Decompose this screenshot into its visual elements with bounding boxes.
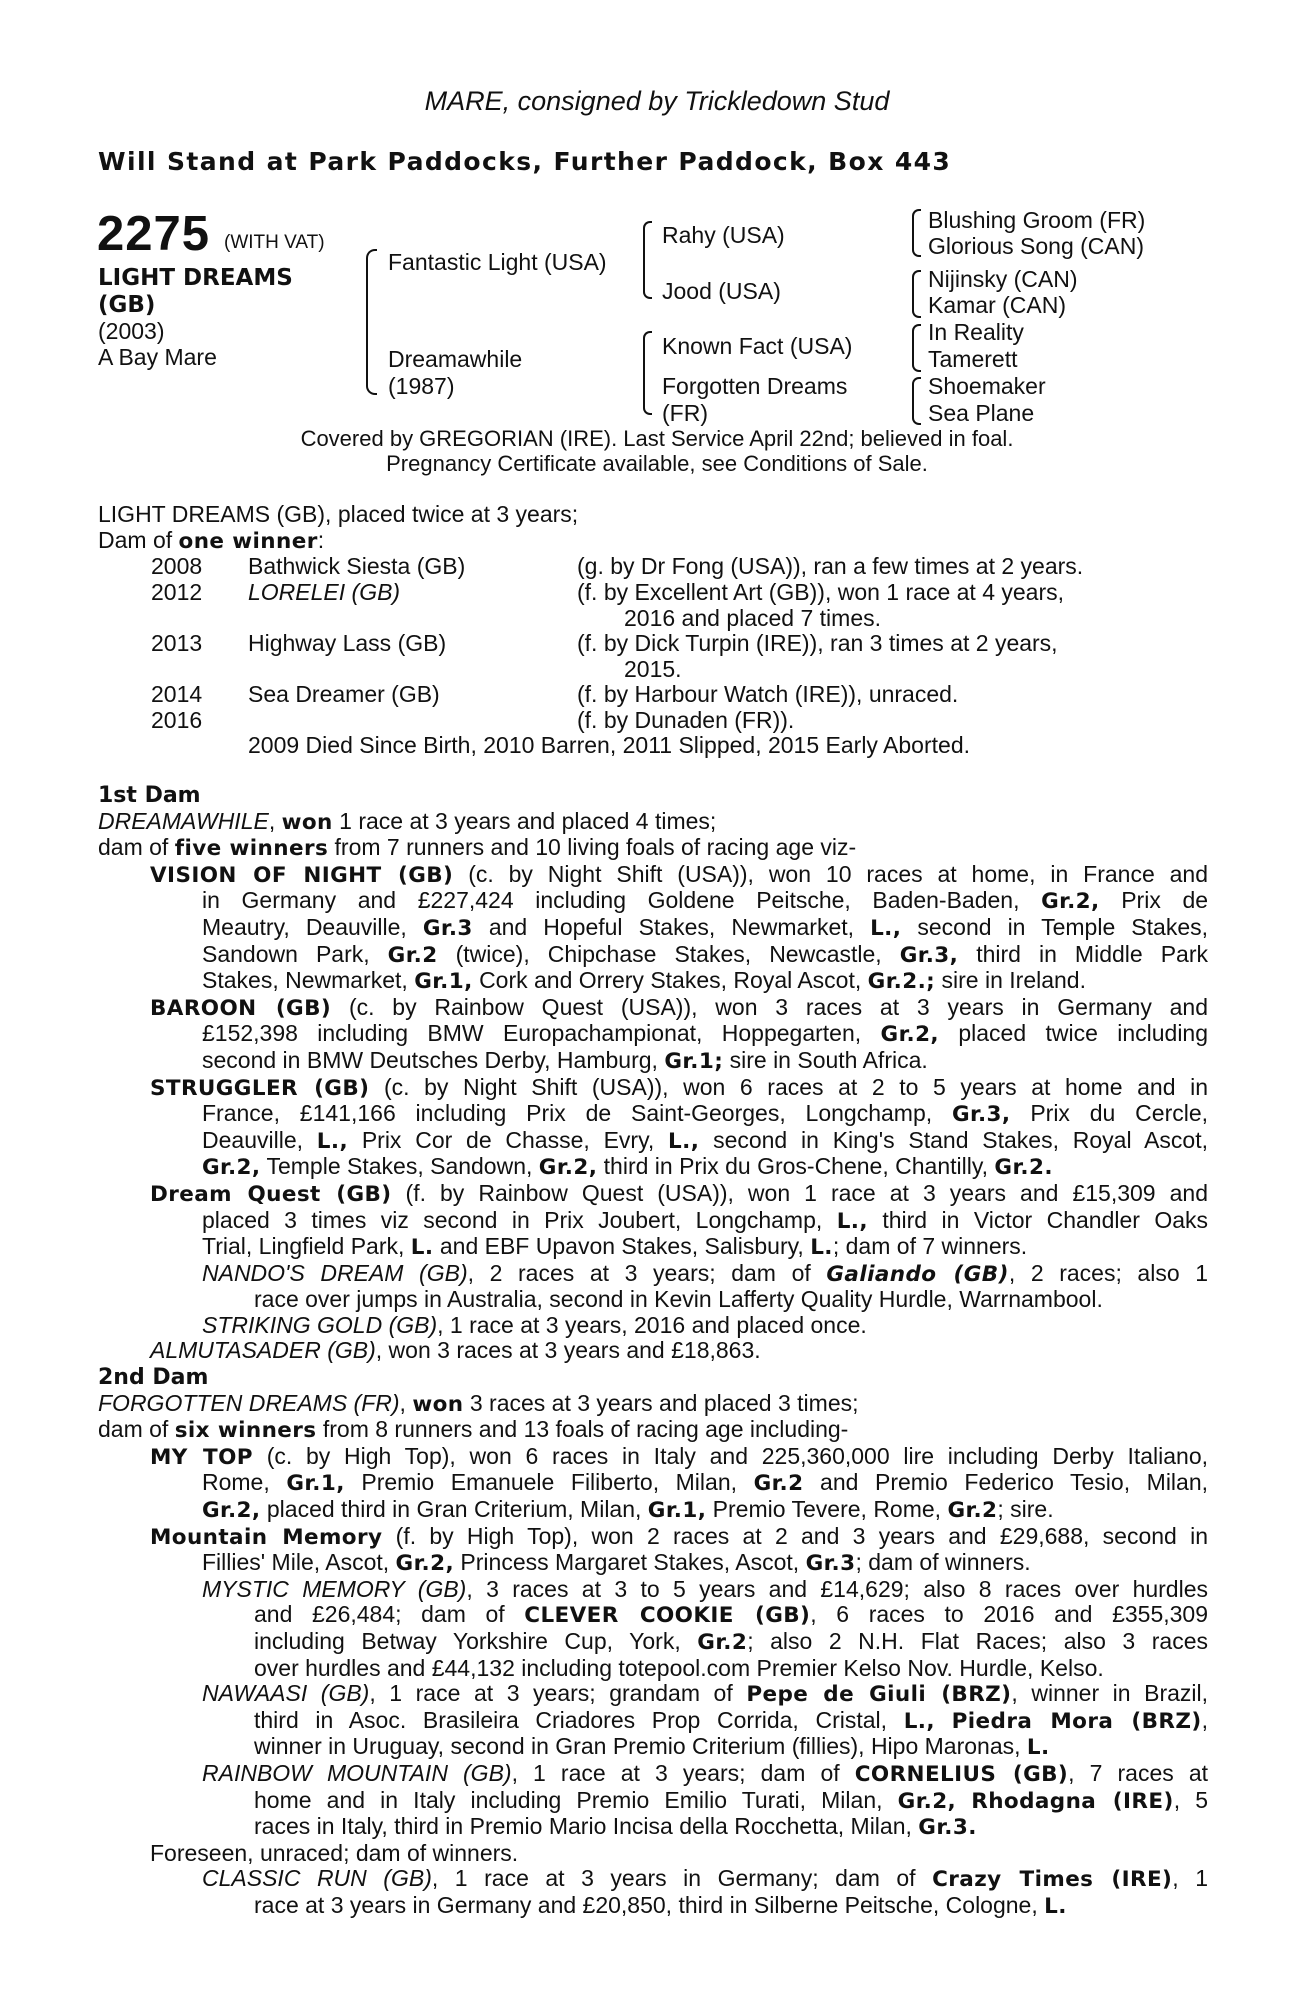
- horse-name-line1: LIGHT DREAMS: [98, 265, 293, 291]
- text: winner in Uruguay, second in Gran Premio Criterium (fillies), Hipo Maronas,: [254, 1733, 1021, 1760]
- text: and £26,484; dam of: [254, 1601, 505, 1628]
- text: Gr.2: [387, 942, 438, 968]
- text: , won 3 races at 3 years and £18,863.: [375, 1337, 761, 1364]
- text: six winners: [174, 1418, 317, 1444]
- produce-entry-cont: [150, 1470, 1208, 1523]
- text: won: [412, 1391, 464, 1417]
- text: and Hopeful Stakes, Newmarket,: [488, 913, 855, 940]
- text: Dream Quest (GB): [150, 1181, 392, 1207]
- offspring-note: 2009 Died Since Birth, 2010 Barren, 2011 Slipped, 2015 Early Aborted.: [248, 732, 970, 758]
- text: (c. by Rainbow Quest (USA)), won 3 races at 3 years in Germany and: [348, 993, 1209, 1020]
- text: (c. by Night Shift (USA)), won 6 races at 2 to 5 years at home and in: [383, 1073, 1208, 1100]
- second-dam-section: [98, 1365, 1208, 1919]
- produce-entry-cont: [202, 1788, 1208, 1841]
- offspring-details: (f. by Dunaden (FR)).: [577, 707, 795, 733]
- text: STRUGGLER (GB): [150, 1075, 370, 1101]
- text: , 2 races at 3 years; dam of: [467, 1259, 811, 1286]
- text: Gr.2: [753, 1471, 804, 1497]
- text: third in Asoc. Brasileira Criadores Prop Corrida, Cristal,: [254, 1706, 888, 1733]
- text: sire in South Africa.: [729, 1046, 928, 1073]
- text: , 3 races at 3 to 5 years and £14,629; also 8 races over hurdles: [466, 1575, 1209, 1602]
- text: Gr.2: [697, 1629, 748, 1655]
- offspring-details-cont: 2015.: [624, 656, 682, 682]
- text: , winner in Brazil,: [1011, 1680, 1209, 1707]
- offspring-year: 2008: [151, 553, 203, 579]
- covering-details: [0, 426, 1314, 476]
- text: second in King's Stand Stakes, Royal Ascot,: [713, 1126, 1208, 1153]
- consignor-line: MARE, consigned by Trickledown Stud: [424, 86, 890, 116]
- pedigree-brace: [912, 377, 921, 425]
- text: BAROON (GB): [150, 995, 332, 1021]
- text: dam of: [98, 834, 175, 861]
- pedigree-dam: Dreamawhile: [388, 346, 523, 372]
- text: Piedra Mora (BRZ): [951, 1708, 1202, 1734]
- offspring-name: Sea Dreamer (GB): [248, 681, 440, 707]
- text: from 7 runners and 10 living foals of racing age viz-: [328, 834, 857, 861]
- offspring-details: (g. by Dr Fong (USA)), ran a few times at 2 years.: [577, 553, 1084, 579]
- dam-intro-line: DREAMAWHILE, won 1 race at 3 years and placed 4 times;: [98, 807, 717, 835]
- text: Gr.2.: [994, 1155, 1053, 1181]
- text: placed twice including: [958, 1020, 1209, 1047]
- text: Gr.2,: [395, 1551, 455, 1577]
- text: L.: [1026, 1735, 1050, 1761]
- text-line: [254, 1734, 1208, 1761]
- dam-of-line: [98, 528, 578, 555]
- produce-entry: [98, 862, 1208, 1364]
- text: Gr.3,: [951, 1102, 1011, 1128]
- produce-entry: [98, 1444, 1208, 1920]
- text: France, £141,166 including Prix de Saint-Georges, Longchamp,: [202, 1100, 933, 1127]
- text-line: [202, 1048, 1208, 1075]
- text: £152,398 including BMW Europachampionat, Hoppegarten,: [202, 1020, 862, 1047]
- text: :: [317, 526, 325, 553]
- pedigree-brace: [912, 324, 921, 372]
- text: L.: [810, 1235, 833, 1261]
- pedigree-g3: Nijinsky (CAN): [928, 266, 1078, 292]
- text: Gr.2.;: [867, 969, 936, 995]
- text: Gr.3,: [899, 942, 959, 968]
- text: Pepe de Giuli (BRZ): [746, 1682, 1012, 1708]
- text: Stakes, Newmarket,: [202, 967, 408, 994]
- pedigree-dam-dam: Forgotten Dreams: [662, 373, 848, 399]
- text: second in BMW Deutsches Derby, Hamburg,: [202, 1046, 658, 1073]
- offspring-details: (f. by Dick Turpin (IRE)), ran 3 times at 2 years,: [577, 630, 1058, 656]
- section-heading: 1st Dam: [98, 783, 201, 808]
- text: races in Italy, third in Premio Mario Incisa della Rocchetta, Milan,: [254, 1813, 912, 1840]
- text: Prix Cor de Chasse, Evry,: [361, 1126, 655, 1153]
- text-line: [202, 1101, 1208, 1128]
- text: Crazy Times (IRE): [932, 1867, 1173, 1893]
- text-line: [202, 1234, 1208, 1261]
- pedigree-g7: Shoemaker: [928, 373, 1046, 399]
- pedigree-sire-dam: Jood (USA): [662, 278, 781, 304]
- text: MY TOP: [150, 1444, 253, 1470]
- text: L.,: [668, 1128, 700, 1154]
- pedigree-brace: [643, 221, 652, 299]
- text: Gr.2,: [538, 1155, 598, 1181]
- text: NAWAASI (GB): [202, 1680, 370, 1707]
- text: Fillies' Mile, Ascot,: [202, 1549, 390, 1576]
- pedigree-dam-year: (1987): [388, 373, 455, 399]
- text-line: [202, 915, 1208, 942]
- text: ; sire.: [997, 1495, 1054, 1522]
- text: Deauville,: [202, 1126, 303, 1153]
- pedigree-brace: [366, 249, 377, 395]
- pedigree-sire-sire: Rahy (USA): [662, 222, 785, 248]
- text: Gr.1;: [664, 1048, 724, 1074]
- offspring-year: 2012: [151, 579, 203, 605]
- text-line: [202, 1893, 1208, 1920]
- text: Premio Tevere, Rome,: [712, 1495, 942, 1522]
- text-line: [202, 1208, 1208, 1235]
- text: Rome,: [202, 1469, 270, 1496]
- text-line: [202, 1761, 1208, 1788]
- text: , 1 race at 3 years; dam of: [511, 1759, 840, 1786]
- text-line: [202, 1550, 1208, 1577]
- text: and Premio Federico Tesio, Milan,: [820, 1469, 1209, 1496]
- text: (c. by High Top), won 6 races in Italy and 225,360,000 lire including Derby Italiano,: [266, 1442, 1209, 1469]
- mare-record: [98, 502, 578, 554]
- text: race at 3 years in Germany and £20,850, third in Silberne Peitsche, Cologne,: [254, 1891, 1038, 1918]
- text: from 8 runners and 13 foals of racing age including-: [316, 1416, 849, 1443]
- offspring-name: Bathwick Siesta (GB): [248, 553, 466, 579]
- text-line: [202, 942, 1208, 969]
- offspring-details: (f. by Excellent Art (GB)), won 1 race at 4 years,: [577, 579, 1065, 605]
- text: (f. by Rainbow Quest (USA)), won 1 race at 3 years and £15,309 and: [405, 1179, 1208, 1206]
- vat-note: (WITH VAT): [224, 232, 325, 253]
- text: Meautry, Deauville,: [202, 913, 407, 940]
- text: , 1 race at 3 years; grandam of: [369, 1680, 733, 1707]
- text: , 1: [1172, 1865, 1209, 1892]
- text-line: [254, 1814, 1208, 1841]
- text: CORNELIUS (GB): [854, 1761, 1069, 1787]
- produce-entry-cont: [150, 888, 1208, 994]
- text: Princess Margaret Stakes, Ascot,: [460, 1549, 800, 1576]
- text: VISION OF NIGHT (GB): [150, 862, 454, 888]
- offspring-year: 2016: [151, 707, 203, 733]
- text: Trial, Lingfield Park,: [202, 1233, 405, 1260]
- produce-entry-cont: [150, 1550, 1208, 1841]
- text: Dam of: [98, 526, 179, 553]
- text: , 7 races at: [1068, 1759, 1209, 1786]
- text: CLASSIC RUN (GB): [202, 1865, 432, 1892]
- text: second in Temple Stakes,: [917, 913, 1208, 940]
- offspring-name: LORELEI (GB): [248, 579, 401, 605]
- horse-name-line2: (GB): [98, 292, 156, 318]
- pedigree-brace: [912, 209, 921, 257]
- text: third in Victor Chandler Oaks: [882, 1206, 1209, 1233]
- text: Rhodagna (IRE): [971, 1788, 1174, 1814]
- text: Gr.2,: [897, 1788, 957, 1814]
- text-line: [150, 862, 1208, 889]
- text: Prix du Cercle,: [1030, 1100, 1209, 1127]
- text-line: [202, 1154, 1208, 1181]
- text: Gr.2,: [880, 1022, 939, 1048]
- first-dam-section: [98, 783, 1208, 1364]
- dam-of-line: [98, 1417, 1208, 1444]
- text: Prix de: [1121, 887, 1209, 914]
- pedigree-g5: In Reality: [928, 319, 1024, 345]
- offspring-details-cont: 2016 and placed 7 times.: [624, 605, 882, 631]
- text: (f. by High Top), won 2 races at 2 and 3 years and £29,688, second in: [395, 1522, 1209, 1549]
- text: Gr.2,: [1041, 889, 1100, 915]
- horse-name: [98, 265, 293, 319]
- text: Premio Emanuele Filiberto, Milan,: [361, 1469, 737, 1496]
- offspring-year: 2013: [151, 630, 203, 656]
- text: , 2 races; also 1: [1008, 1259, 1209, 1286]
- text: Gr.3: [805, 1551, 856, 1577]
- text: in Germany and £227,424 including Goldene Peitsche, Baden-Baden,: [202, 887, 1020, 914]
- text: , 6 races to 2016 and £355,309: [810, 1601, 1209, 1628]
- produce-entry-cont: [202, 1602, 1208, 1681]
- text: Gr.2: [947, 1497, 998, 1523]
- text: ; dam of 7 winners.: [832, 1233, 1028, 1260]
- text-line: [202, 1497, 1208, 1524]
- text-line: Foreseen, unraced; dam of winners.: [150, 1839, 519, 1866]
- text: third in Prix du Gros-Chene, Chantilly,: [603, 1153, 989, 1180]
- text: ; dam of winners.: [855, 1549, 1031, 1576]
- text-line: over hurdles and £44,132 including totepool.com Premier Kelso Nov. Hurdle, Kelso.: [254, 1654, 1104, 1681]
- text-line: [254, 1629, 1208, 1656]
- text: FORGOTTEN DREAMS (FR): [98, 1389, 400, 1416]
- text: L.: [410, 1235, 434, 1261]
- text-line: third in Asoc. Brasileira Criadores Prop Corrida, Cristal, L., Piedra Mora (BRZ),: [254, 1706, 1208, 1734]
- text: (c. by Night Shift (USA)), won 10 races at home, in France and: [468, 860, 1208, 887]
- text: , 5: [1173, 1786, 1209, 1813]
- text: (twice), Chipchase Stakes, Newcastle,: [455, 940, 882, 967]
- text: L.,: [316, 1128, 349, 1154]
- text-line: [202, 1261, 1208, 1288]
- text: ; also 2 N.H. Flat Races; also 3 races: [747, 1627, 1208, 1654]
- text: sire in Ireland.: [941, 967, 1086, 994]
- text-line: [202, 1470, 1208, 1497]
- text: Gr.2,: [202, 1155, 261, 1181]
- pedigree-dam-sire: Known Fact (USA): [662, 333, 853, 359]
- text: placed 3 times viz second in Prix Joubert, Longchamp,: [202, 1206, 823, 1233]
- text: , 1 race at 3 years in Germany; dam of: [431, 1865, 916, 1892]
- text-line: race over jumps in Australia, second in Kevin Lafferty Quality Hurdle, Warrnambool.: [254, 1286, 1103, 1313]
- text: placed third in Gran Criterium, Milan,: [266, 1495, 642, 1522]
- text: Gr.2,: [202, 1497, 261, 1523]
- text: L.,: [903, 1708, 935, 1734]
- text-line: [150, 1338, 1208, 1364]
- pedigree-g8: Sea Plane: [928, 400, 1035, 426]
- produce-entry-cont: [150, 1101, 1208, 1181]
- produce-entry-cont: [202, 1708, 1208, 1761]
- text: one winner: [178, 528, 318, 554]
- text-line: [202, 1313, 1208, 1339]
- text: ALMUTASADER (GB): [150, 1337, 376, 1364]
- pedigree-brace: [643, 331, 652, 415]
- text: MYSTIC MEMORY (GB): [202, 1575, 467, 1602]
- text: Gr.3.: [918, 1815, 977, 1841]
- produce-entry-cont: [150, 1866, 1208, 1919]
- text: 3 races at 3 years and placed 3 times;: [463, 1389, 859, 1416]
- text: dam of: [98, 1416, 175, 1443]
- dam-intro-line: FORGOTTEN DREAMS (FR), won 3 races at 3 years and placed 3 times;: [98, 1389, 859, 1417]
- pedigree-g1: Blushing Groom (FR): [928, 207, 1146, 233]
- text: DREAMAWHILE: [98, 807, 269, 834]
- text-line: [202, 1021, 1208, 1048]
- text: Gr.3: [422, 915, 473, 941]
- covering-line: Covered by GREGORIAN (IRE). Last Service April 22nd; believed in foal.: [300, 426, 1014, 451]
- text: third in Middle Park: [976, 940, 1209, 967]
- text: including Betway Yorkshire Cup, York,: [254, 1627, 681, 1654]
- text: CLEVER COOKIE (GB): [524, 1603, 811, 1629]
- text: Gr.1,: [286, 1471, 345, 1497]
- stabling-line: Will Stand at Park Paddocks, Further Paddock, Box 443: [98, 147, 952, 176]
- offspring-details: (f. by Harbour Watch (IRE)), unraced.: [577, 681, 959, 707]
- text-line: [150, 995, 1208, 1022]
- text-line: [254, 1788, 1208, 1815]
- pedigree-g6: Tamerett: [928, 346, 1018, 372]
- section-heading: 2nd Dam: [98, 1365, 209, 1390]
- offspring-year: 2014: [151, 681, 203, 707]
- pregnancy-note: Pregnancy Certificate available, see Conditions of Sale.: [386, 451, 928, 476]
- record-line: LIGHT DREAMS (GB), placed twice at 3 years;: [98, 501, 579, 527]
- horse-year: (2003): [98, 318, 165, 344]
- produce-entry-cont: [150, 1021, 1208, 1074]
- text-line: [202, 1577, 1208, 1603]
- text-line: [202, 1866, 1208, 1893]
- pedigree-g2: Glorious Song (CAN): [928, 233, 1145, 259]
- text: won: [281, 809, 333, 835]
- text-line: [150, 1524, 1208, 1551]
- text: Cork and Orrery Stakes, Royal Ascot,: [479, 967, 862, 994]
- text: and EBF Upavon Stakes, Salisbury,: [439, 1233, 804, 1260]
- text-line: [254, 1602, 1208, 1629]
- horse-description: A Bay Mare: [98, 344, 217, 370]
- text: five winners: [174, 836, 329, 862]
- text-line: [202, 888, 1208, 915]
- text: , 1 race at 3 years, 2016 and placed once.: [437, 1311, 867, 1338]
- text: 1 race at 3 years and placed 4 times;: [332, 807, 717, 834]
- text: Mountain Memory: [150, 1524, 383, 1550]
- text: Temple Stakes, Sandown,: [266, 1153, 533, 1180]
- text: RAINBOW MOUNTAIN (GB): [202, 1759, 512, 1786]
- text: L.: [1044, 1893, 1067, 1919]
- text: home and in Italy including Premio Emilio Turati, Milan,: [254, 1786, 883, 1813]
- produce-entry-cont: [150, 1208, 1208, 1339]
- text: STRIKING GOLD (GB): [202, 1311, 438, 1338]
- text: NANDO'S DREAM (GB): [202, 1259, 468, 1286]
- text: Galiando (GB): [826, 1261, 1009, 1287]
- text-line: [150, 1444, 1208, 1471]
- text: L.,: [870, 915, 902, 941]
- text-line: [202, 1128, 1208, 1155]
- pedigree-dam-dam-country: (FR): [662, 400, 708, 426]
- pedigree-sire: Fantastic Light (USA): [388, 249, 607, 275]
- dam-of-line: [98, 835, 1208, 862]
- pedigree-g4: Kamar (CAN): [928, 292, 1067, 318]
- text: Gr.1,: [414, 969, 473, 995]
- text-line: [150, 1075, 1208, 1102]
- text: Gr.1,: [647, 1497, 707, 1523]
- text-line: [202, 968, 1208, 995]
- text: Sandown Park,: [202, 940, 370, 967]
- lot-number: 2275: [97, 207, 211, 261]
- offspring-name: Highway Lass (GB): [248, 630, 447, 656]
- text-line: [150, 1181, 1208, 1208]
- text-line: [202, 1681, 1208, 1708]
- pedigree-brace: [912, 270, 921, 318]
- text: L.,: [836, 1208, 868, 1234]
